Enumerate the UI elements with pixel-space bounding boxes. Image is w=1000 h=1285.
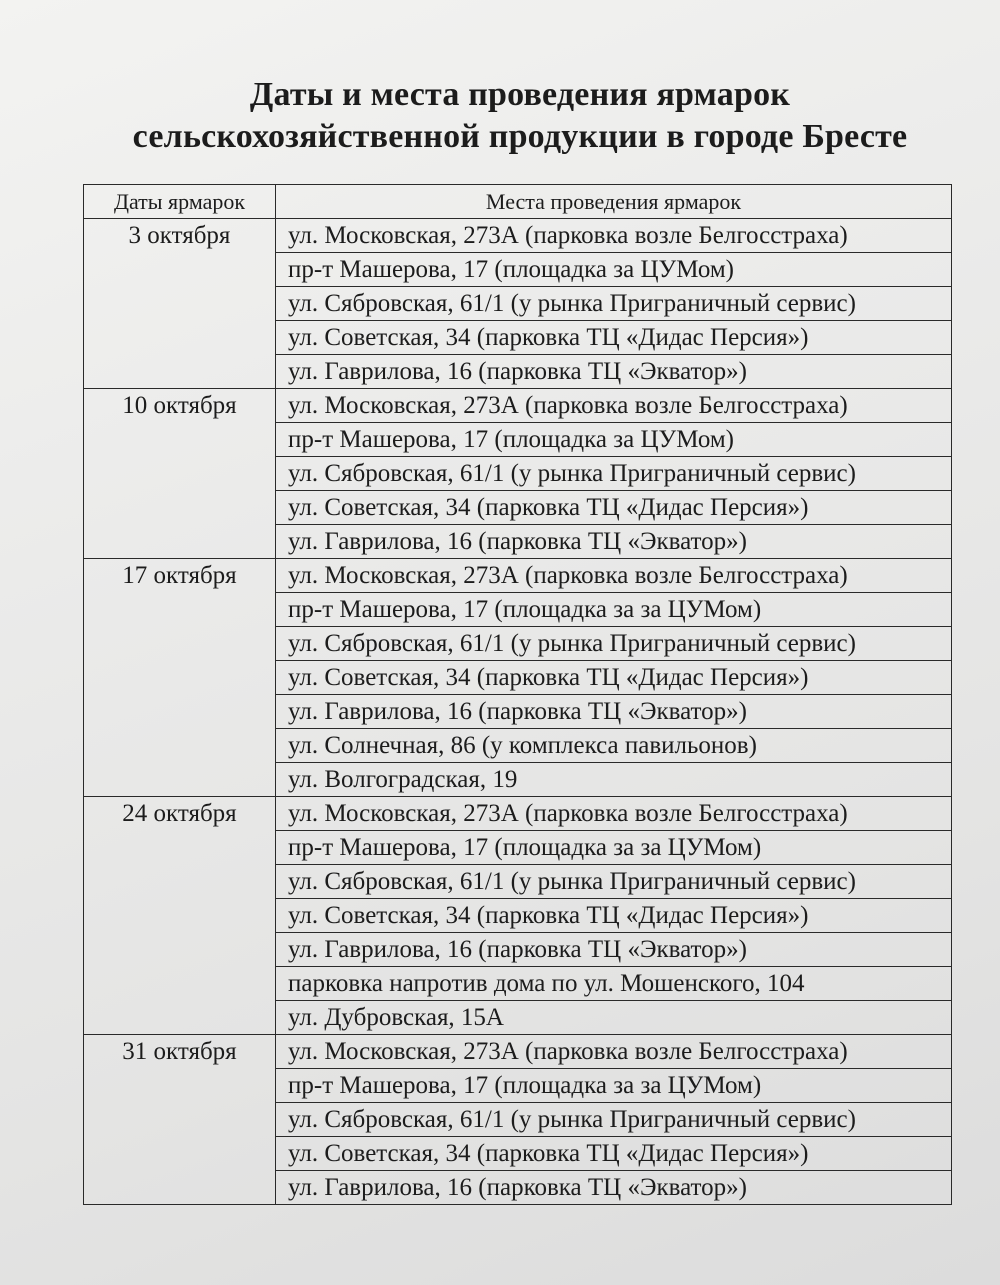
title-line-2: сельскохозяйственной продукции в городе Бресте bbox=[132, 118, 908, 155]
fair-place-cell: ул. Советская, 34 (парковка ТЦ «Дидас Персия») bbox=[276, 491, 952, 525]
fair-place-cell: ул. Московская, 273А (парковка возле Белгосстраха) bbox=[276, 797, 952, 831]
fair-place-cell: пр-т Машерова, 17 (площадка за ЦУМом) bbox=[276, 423, 952, 457]
fair-place-cell: пр-т Машерова, 17 (площадка за за ЦУМом) bbox=[276, 1069, 952, 1103]
fair-place-cell: ул. Московская, 273А (парковка возле Белгосстраха) bbox=[276, 389, 952, 423]
fair-place-cell: ул. Сябровская, 61/1 (у рынка Приграничный сервис) bbox=[276, 287, 952, 321]
fair-place-cell: пр-т Машерова, 17 (площадка за за ЦУМом) bbox=[276, 831, 952, 865]
table-row bbox=[84, 559, 952, 593]
fair-date-cell: 24 октября bbox=[84, 797, 276, 1035]
fair-place-cell: ул. Советская, 34 (парковка ТЦ «Дидас Персия») bbox=[276, 321, 952, 355]
fair-date-cell: 3 октября bbox=[84, 219, 276, 389]
header-places: Места проведения ярмарок bbox=[276, 185, 952, 219]
fair-place-cell: ул. Сябровская, 61/1 (у рынка Приграничный сервис) bbox=[276, 1103, 952, 1137]
fair-place-cell: пр-т Машерова, 17 (площадка за ЦУМом) bbox=[276, 253, 952, 287]
fair-place-cell: пр-т Машерова, 17 (площадка за за ЦУМом) bbox=[276, 593, 952, 627]
fair-place-cell: ул. Сябровская, 61/1 (у рынка Приграничный сервис) bbox=[276, 627, 952, 661]
fair-date-cell: 31 октября bbox=[84, 1035, 276, 1205]
table-row bbox=[84, 797, 952, 831]
fair-place-cell: ул. Волгоградская, 19 bbox=[276, 763, 952, 797]
fair-place-cell: ул. Гаврилова, 16 (парковка ТЦ «Экватор») bbox=[276, 525, 952, 559]
fair-place-cell: ул. Дубровская, 15А bbox=[276, 1001, 952, 1035]
fair-place-cell: ул. Гаврилова, 16 (парковка ТЦ «Экватор») bbox=[276, 695, 952, 729]
fair-place-cell: ул. Советская, 34 (парковка ТЦ «Дидас Персия») bbox=[276, 661, 952, 695]
fair-place-cell: ул. Московская, 273А (парковка возле Белгосстраха) bbox=[276, 219, 952, 253]
table-header-row bbox=[84, 185, 952, 219]
fair-place-cell: ул. Сябровская, 61/1 (у рынка Приграничный сервис) bbox=[276, 457, 952, 491]
fair-place-cell: ул. Московская, 273А (парковка возле Белгосстраха) bbox=[276, 559, 952, 593]
table-row bbox=[84, 389, 952, 423]
fairs-table bbox=[83, 184, 952, 1205]
fair-place-cell: ул. Гаврилова, 16 (парковка ТЦ «Экватор») bbox=[276, 355, 952, 389]
table-body bbox=[84, 219, 952, 1205]
fair-date-cell: 10 октября bbox=[84, 389, 276, 559]
title-line-1: Даты и места проведения ярмарок bbox=[249, 76, 791, 113]
fair-date-cell: 17 октября bbox=[84, 559, 276, 797]
header-dates: Даты ярмарок bbox=[84, 185, 276, 219]
fair-place-cell: парковка напротив дома по ул. Мошенского, 104 bbox=[276, 967, 952, 1001]
fair-place-cell: ул. Гаврилова, 16 (парковка ТЦ «Экватор») bbox=[276, 933, 952, 967]
table-row bbox=[84, 219, 952, 253]
fair-place-cell: ул. Советская, 34 (парковка ТЦ «Дидас Персия») bbox=[276, 899, 952, 933]
fair-place-cell: ул. Сябровская, 61/1 (у рынка Приграничный сервис) bbox=[276, 865, 952, 899]
document-title bbox=[0, 74, 1000, 158]
fair-place-cell: ул. Московская, 273А (парковка возле Белгосстраха) bbox=[276, 1035, 952, 1069]
fair-place-cell: ул. Солнечная, 86 (у комплекса павильонов) bbox=[276, 729, 952, 763]
fair-place-cell: ул. Гаврилова, 16 (парковка ТЦ «Экватор») bbox=[276, 1171, 952, 1205]
table-row bbox=[84, 1035, 952, 1069]
fair-place-cell: ул. Советская, 34 (парковка ТЦ «Дидас Персия») bbox=[276, 1137, 952, 1171]
